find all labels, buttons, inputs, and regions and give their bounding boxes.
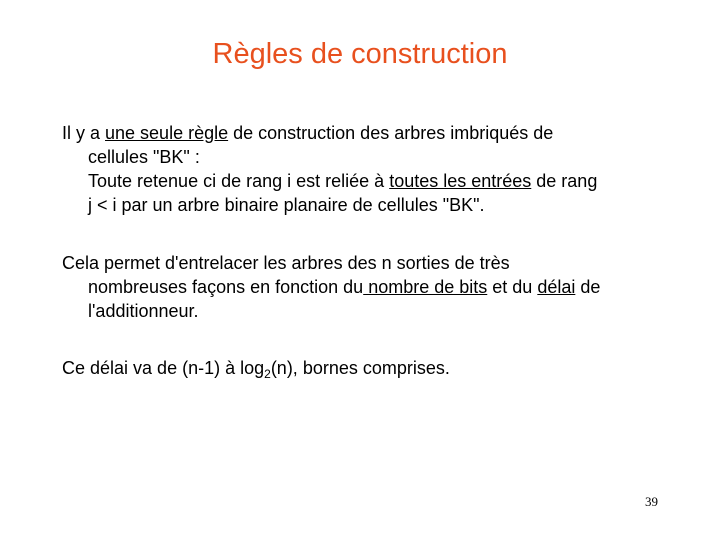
paragraph-line: j < i par un arbre binaire planaire de cellules "BK". bbox=[88, 195, 485, 215]
paragraph-line: cellules "BK" : bbox=[88, 147, 200, 167]
text-run: Ce délai va de (n-1) à log bbox=[62, 358, 265, 378]
underlined-text: délai bbox=[537, 277, 576, 297]
text-run: Toute retenue ci de rang i est reliée à bbox=[88, 171, 390, 191]
slide-title: Règles de construction bbox=[212, 38, 508, 70]
paragraph-delay-range bbox=[62, 356, 672, 380]
paragraph-line: Cela permet d'entrelacer les arbres des n sorties de très bbox=[62, 253, 510, 273]
paragraph-interleaving bbox=[62, 251, 672, 323]
underlined-text: toutes les entrées bbox=[389, 171, 532, 191]
paragraph-line bbox=[62, 275, 672, 299]
underlined-text: nombre de bits bbox=[363, 277, 488, 297]
text-run: de construction des arbres imbriqués de bbox=[228, 123, 554, 143]
paragraph-line bbox=[62, 169, 672, 193]
subscript: 2 bbox=[264, 367, 271, 381]
text-run: de rang bbox=[531, 171, 598, 191]
text-run: et du bbox=[487, 277, 538, 297]
paragraph-line: l'additionneur. bbox=[88, 301, 199, 321]
text-run: de bbox=[575, 277, 601, 297]
text-run: Il y a bbox=[62, 123, 106, 143]
paragraph-line bbox=[62, 121, 672, 145]
text-run: (n), bornes comprises. bbox=[270, 358, 450, 378]
paragraph-construction-rule bbox=[62, 121, 672, 217]
paragraph-line bbox=[62, 356, 672, 380]
text-run: nombreuses façons en fonction du bbox=[88, 277, 364, 297]
page-number: 39 bbox=[645, 494, 658, 509]
underlined-text: une seule règle bbox=[105, 123, 229, 143]
